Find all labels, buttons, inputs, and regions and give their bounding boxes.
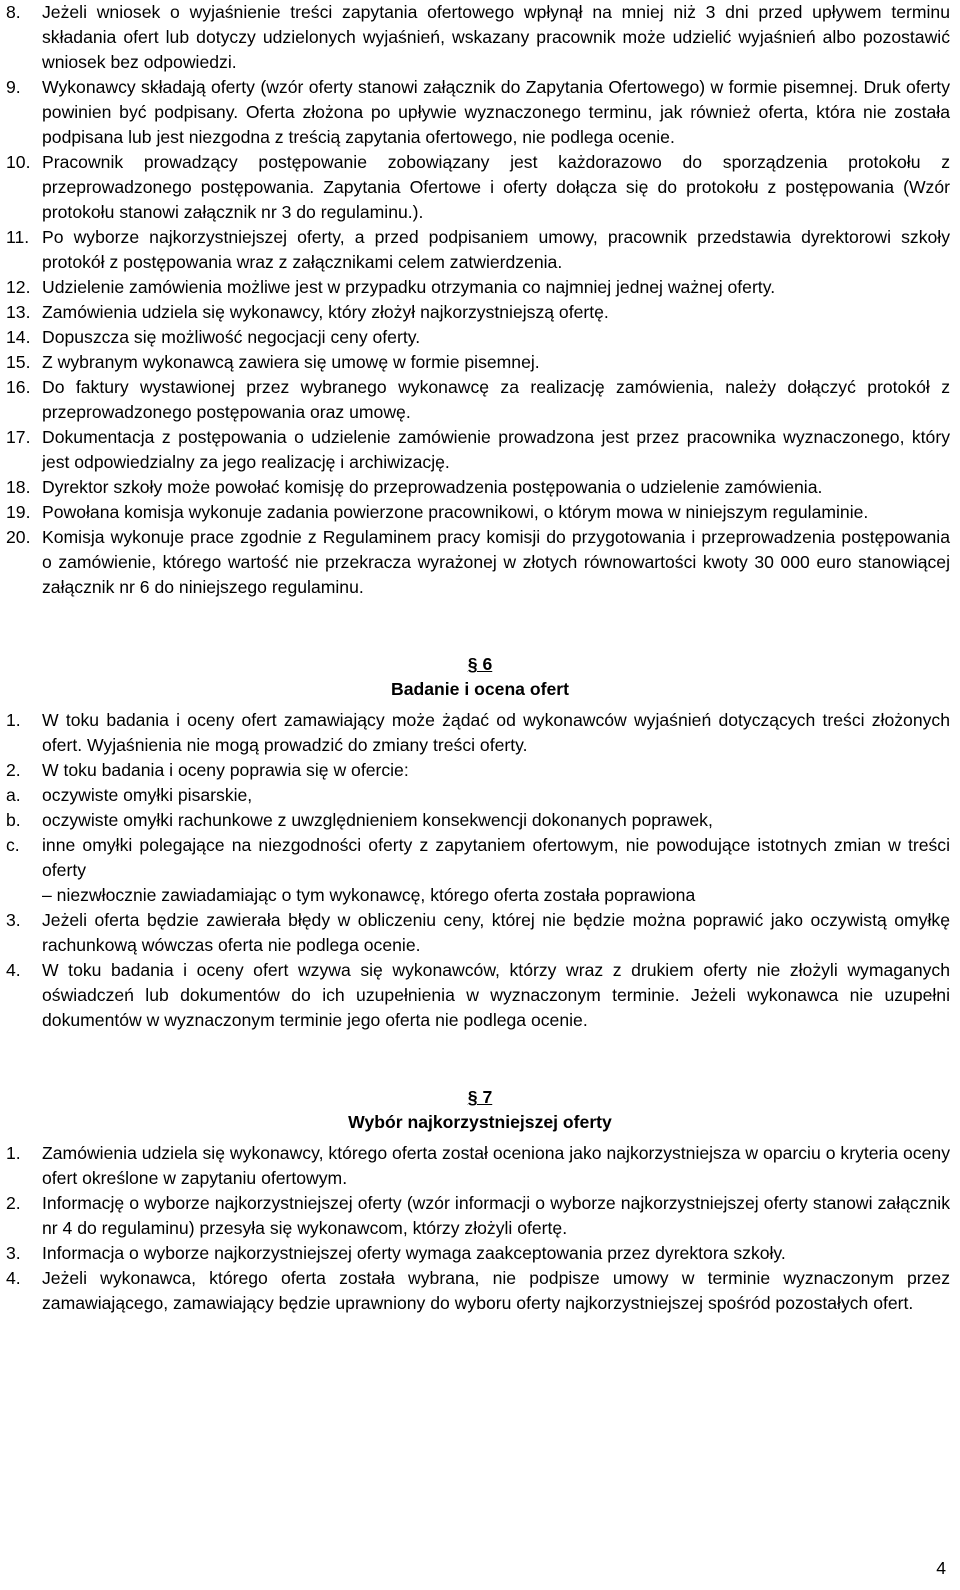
item-letter: b. bbox=[6, 810, 21, 830]
item-text: Dokumentacja z postępowania o udzielenie zamówienie prowadzona jest przez pracownika wyznaczonego, który jest odpowiedzialny za jego realizację i archiwizację. bbox=[42, 427, 950, 472]
spacer bbox=[0, 600, 960, 652]
list-item bbox=[0, 225, 960, 275]
list-item bbox=[0, 75, 960, 150]
item-number: 15. bbox=[6, 352, 31, 372]
list-item bbox=[0, 500, 960, 525]
item-number: 16. bbox=[6, 377, 31, 397]
section-7-mark: § 7 bbox=[467, 1087, 493, 1107]
sub-list-item bbox=[0, 833, 960, 883]
section-7-title: Wybór najkorzystniejszej oferty bbox=[348, 1112, 612, 1132]
item-text: Informację o wyborze najkorzystniejszej oferty (wzór informacji o wyborze najkorzystniejszej oferty stanowi załącznik nr 4 do regulaminu) przesyła się wykonawcom, którzy złożyli ofertę. bbox=[42, 1193, 950, 1238]
item-number: 4. bbox=[6, 960, 21, 980]
item-text: Jeżeli wniosek o wyjaśnienie treści zapytania ofertowego wpłynął na mniej niż 3 dni przed upływem terminu składania ofert lub dotyczy udzielonych wyjaśnień, wskazany pracownik może udzielić wyjaśnień albo pozostawić wniosek bez odpowiedzi. bbox=[42, 2, 950, 72]
item-number: 11. bbox=[6, 227, 30, 247]
sub-list-item bbox=[0, 808, 960, 833]
list-item bbox=[0, 375, 960, 425]
list-item bbox=[0, 1241, 960, 1266]
list-item bbox=[0, 758, 960, 783]
item-number: 20. bbox=[6, 527, 31, 547]
item-number: 14. bbox=[6, 327, 31, 347]
item-text: Pracownik prowadzący postępowanie zobowiązany jest każdorazowo do sporządzenia protokołu z przeprowadzonego postępowania. Zapytania Ofertowe i oferty dołącza się do protokołu z postępowania (Wzór protokołu stanowi załącznik nr 3 do regulaminu.). bbox=[42, 152, 950, 222]
item-number: 17. bbox=[6, 427, 31, 447]
list-item bbox=[0, 150, 960, 225]
item-number: 2. bbox=[6, 760, 21, 780]
item-text: Jeżeli wykonawca, którego oferta została wybrana, nie podpisze umowy w terminie wyznaczonym przez zamawiającego, zamawiający będzie uprawniony do wyboru oferty najkorzystniejszej spośród pozostałych ofert. bbox=[42, 1268, 950, 1313]
item-text: Wykonawcy składają oferty (wzór oferty stanowi załącznik do Zapytania Ofertowego) w formie pisemnej. Druk oferty powinien być podpisany. Oferta złożona po upływie wyznaczonego terminu, jak również oferta, która nie została podpisana lub jest niezgodna z treścią zapytania ofertowego, nie podlega ocenie. bbox=[42, 77, 950, 147]
list-item bbox=[0, 1191, 960, 1241]
item-text: Po wyborze najkorzystniejszej oferty, a przed podpisaniem umowy, pracownik przedstawia dyrektorowi szkoły protokół z postępowania wraz z załącznikami celem zatwierdzenia. bbox=[42, 227, 950, 272]
list-item bbox=[0, 958, 960, 1033]
item-text: Dyrektor szkoły może powołać komisję do przeprowadzenia postępowania o udzielenie zamówienia. bbox=[42, 477, 823, 497]
section-6-mark: § 6 bbox=[467, 654, 493, 674]
item-text: Do faktury wystawionej przez wybranego wykonawcę za realizację zamówienia, należy dołączyć protokół z przeprowadzonego postępowania oraz umowę. bbox=[42, 377, 950, 422]
list-item bbox=[0, 0, 960, 75]
item-text: Jeżeli oferta będzie zawierała błędy w obliczeniu ceny, której nie będzie można poprawić jako oczywistą omyłkę rachunkową wówczas oferta nie podlega ocenie. bbox=[42, 910, 950, 955]
dash-line: – niezwłocznie zawiadamiając o tym wykonawcę, którego oferta została poprawiona bbox=[42, 885, 696, 905]
item-text: Zamówienia udziela się wykonawcy, który złożył najkorzystniejszą ofertę. bbox=[42, 302, 609, 322]
section-6-title: Badanie i ocena ofert bbox=[391, 679, 569, 699]
top-items-list bbox=[0, 0, 960, 600]
item-number: 9. bbox=[6, 77, 21, 97]
section-6 bbox=[0, 652, 960, 1033]
item-text: Zamówienia udziela się wykonawcy, którego oferta został oceniona jako najkorzystniejsza w oparciu o kryteria oceny ofert określone w zapytaniu ofertowym. bbox=[42, 1143, 950, 1188]
item-letter: a. bbox=[6, 785, 21, 805]
list-item bbox=[0, 300, 960, 325]
item-text: Informacja o wyborze najkorzystniejszej oferty wymaga zaakceptowania przez dyrektora szkoły. bbox=[42, 1243, 786, 1263]
item-number: 3. bbox=[6, 910, 21, 930]
sub-list-item bbox=[0, 783, 960, 808]
list-item bbox=[0, 350, 960, 375]
item-number: 4. bbox=[6, 1268, 21, 1288]
spacer bbox=[0, 1033, 960, 1085]
item-text: Komisja wykonuje prace zgodnie z Regulaminem pracy komisji do przygotowania i przeprowadzenia postępowania o zamówienie, którego wartość nie przekracza wyrażonej w złotych równowartości kwoty 30 000 euro stanowiącej załącznik nr 6 do niniejszego regulaminu. bbox=[42, 527, 950, 597]
item-number: 13. bbox=[6, 302, 31, 322]
list-item bbox=[0, 525, 960, 600]
list-item bbox=[0, 908, 960, 958]
list-item bbox=[0, 425, 960, 475]
item-text: W toku badania i oceny ofert zamawiający może żądać od wykonawców wyjaśnień dotyczących treści złożonych ofert. Wyjaśnienia nie mogą prowadzić do zmiany treści oferty. bbox=[42, 710, 950, 755]
item-text: Udzielenie zamówienia możliwe jest w przypadku otrzymania co najmniej jednej ważnej oferty. bbox=[42, 277, 776, 297]
list-item bbox=[0, 475, 960, 500]
page-number: 4 bbox=[936, 1558, 946, 1578]
list-item bbox=[0, 275, 960, 300]
item-number: 3. bbox=[6, 1243, 21, 1263]
item-text: Dopuszcza się możliwość negocjacji ceny oferty. bbox=[42, 327, 421, 347]
list-item bbox=[0, 1266, 960, 1316]
item-text: oczywiste omyłki pisarskie, bbox=[42, 785, 253, 805]
item-number: 8. bbox=[6, 2, 21, 22]
item-number: 1. bbox=[6, 1143, 21, 1163]
list-item bbox=[0, 1141, 960, 1191]
item-number: 19. bbox=[6, 502, 31, 522]
section-7 bbox=[0, 1085, 960, 1316]
list-item bbox=[0, 708, 960, 758]
list-item bbox=[0, 325, 960, 350]
item-letter: c. bbox=[6, 835, 20, 855]
item-number: 2. bbox=[6, 1193, 21, 1213]
item-text: Powołana komisja wykonuje zadania powierzone pracownikowi, o którym mowa w niniejszym regulaminie. bbox=[42, 502, 869, 522]
item-number: 10. bbox=[6, 152, 31, 172]
item-number: 12. bbox=[6, 277, 31, 297]
item-text: W toku badania i oceny ofert wzywa się wykonawców, którzy wraz z drukiem oferty nie złożyli wymaganych oświadczeń lub dokumentów do ich uzupełnienia w wyznaczonym terminie. Jeżeli wykonawca nie uzupełni dokumentów w wyznaczonym terminie jego oferta nie podlega ocenie. bbox=[42, 960, 950, 1030]
item-number: 18. bbox=[6, 477, 31, 497]
item-number: 1. bbox=[6, 710, 21, 730]
item-text: Z wybranym wykonawcą zawiera się umowę w formie pisemnej. bbox=[42, 352, 540, 372]
item-text: W toku badania i oceny poprawia się w ofercie: bbox=[42, 760, 409, 780]
item-text: oczywiste omyłki rachunkowe z uwzględnieniem konsekwencji dokonanych poprawek, bbox=[42, 810, 713, 830]
item-text: inne omyłki polegające na niezgodności oferty z zapytaniem ofertowym, nie powodujące istotnych zmian w treści oferty bbox=[42, 835, 950, 880]
